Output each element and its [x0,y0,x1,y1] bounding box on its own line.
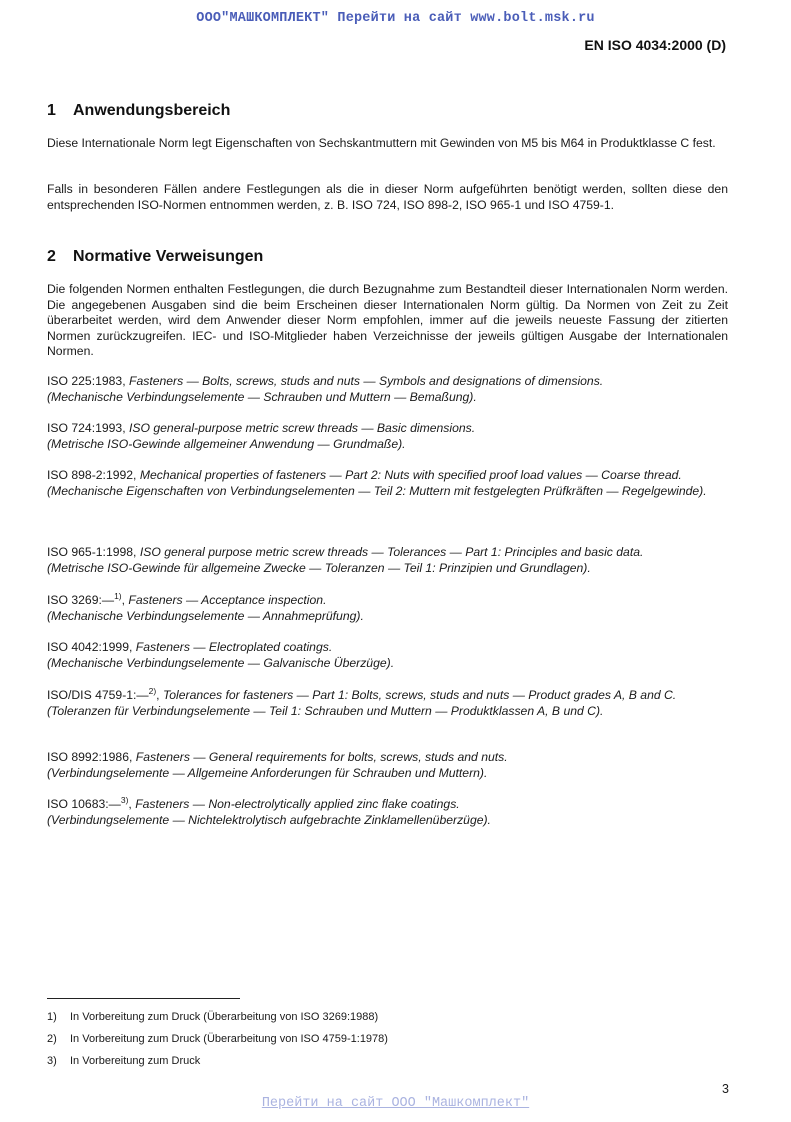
section-2-heading: 2 Normative Verweisungen [47,248,264,265]
page-number: 3 [722,1082,729,1096]
footnote-1: 1) In Vorbereitung zum Druck (Überarbeitung von ISO 3269:1988) [47,1011,379,1023]
footnote-ref-3: 3) [120,794,129,805]
reference-iso-965-1: ISO 965-1:1998, ISO general purpose metric screw threads — Tolerances — Part 1: Principles and basic data. (Metrische ISO-Gewinde für allgemeine Zwecke — Toleranzen — Teil 1: Prinzipien und Grundlagen). [47,545,644,575]
reference-iso-898-2: ISO 898-2:1992, Mechanical properties of fasteners — Part 2: Nuts with specified proof load values — Coarse thread. (Mechanische Eigenschaften von Verbindungselementen — Teil 2: Muttern mit festgelegten Prüfkräften — Regelgewinde). [47,468,707,498]
reference-iso-3269: ISO 3269:—$^{1)}$, Fasteners — Acceptance inspection. (Mechanische Verbindungselemente — Annahmeprüfung). [47,590,364,623]
standard-identifier: EN ISO 4034:2000 (D) [584,37,726,53]
section-2-intro: Die folgenden Normen enthalten Festlegungen, die durch Bezugnahme zum Bestandteil dieser Internationalen Norm werden. Die angegebenen Ausgaben sind die beim Erscheinen dieser Internationalen Norm gültig. Da Normen von Zeit zu Zeit überarbeitet werden, wird dem Anwender dieser Norm empfohlen, immer auf die jeweils neueste Fassung der zitierten Normen zurückzugreifen. IEC- und ISO-Mitglieder haben Verzeichnisse der jeweils gültigen Ausgabe der Internationalen Normen. [47,282,728,358]
section-1-paragraph-2: Falls in besonderen Fällen andere Festlegungen als die in dieser Norm aufgeführten benötigt werden, sollten diese den entsprechenden ISO-Normen entnommen werden, z. B. ISO 724, ISO 898-2, ISO 965-1 und ISO 4759-1. [47,182,728,212]
section-1-heading: 1 Anwendungsbereich [47,102,231,119]
footer-site-link[interactable]: Перейти на сайт ООО "Машкомплект" [261,1096,530,1111]
footnote-3: 3) In Vorbereitung zum Druck [47,1055,201,1067]
footnote-ref-2: 2) [148,685,157,696]
reference-iso-8992: ISO 8992:1986, Fasteners — General requirements for bolts, screws, studs and nuts. (Verbindungselemente — Allgemeine Anforderungen für Schrauben und Muttern). [47,750,508,780]
reference-iso-225: ISO 225:1983, Fasteners — Bolts, screws, studs and nuts — Symbols and designations of dimensions. (Mechanische Verbindungselemente — Schrauben und Muttern — Bemaßung). [47,374,604,404]
footnote-2: 2) In Vorbereitung zum Druck (Überarbeitung von ISO 4759-1:1978) [47,1033,388,1045]
section-1-paragraph-1: Diese Internationale Norm legt Eigenschaften von Sechskantmuttern mit Gewinden von M5 bis M64 in Produktklasse C fest. [47,136,716,150]
footnote-ref-1: 1) [114,590,122,601]
reference-iso-4042: ISO 4042:1999, Fasteners — Electroplated coatings. (Mechanische Verbindungselemente — Galvanische Überzüge). [47,640,395,670]
reference-iso-dis-4759-1: ISO/DIS 4759-1:—$^{2)}$, Tolerances for fasteners — Part 1: Bolts, screws, studs and nuts — Product grades A, B and C. (Toleranzen für Verbindungselemente — Teil 1: Schrauben und Muttern — Produktklassen A, B und C). [47,685,677,718]
reference-iso-724: ISO 724:1993, ISO general-purpose metric screw threads — Basic dimensions. (Metrische ISO-Gewinde allgemeiner Anwendung — Grundmaße). [47,421,476,451]
header-site-link[interactable]: ООО"МАШКОМПЛЕКТ" Перейти на сайт www.bolt.msk.ru [196,11,595,26]
footnote-divider [47,998,240,999]
reference-iso-10683: ISO 10683:—$^{3)}$, Fasteners — Non-electrolytically applied zinc flake coatings. (Verbindungselemente — Nichtelektrolytisch aufgebrachte Zinklamellenüberzüge). [47,794,491,827]
